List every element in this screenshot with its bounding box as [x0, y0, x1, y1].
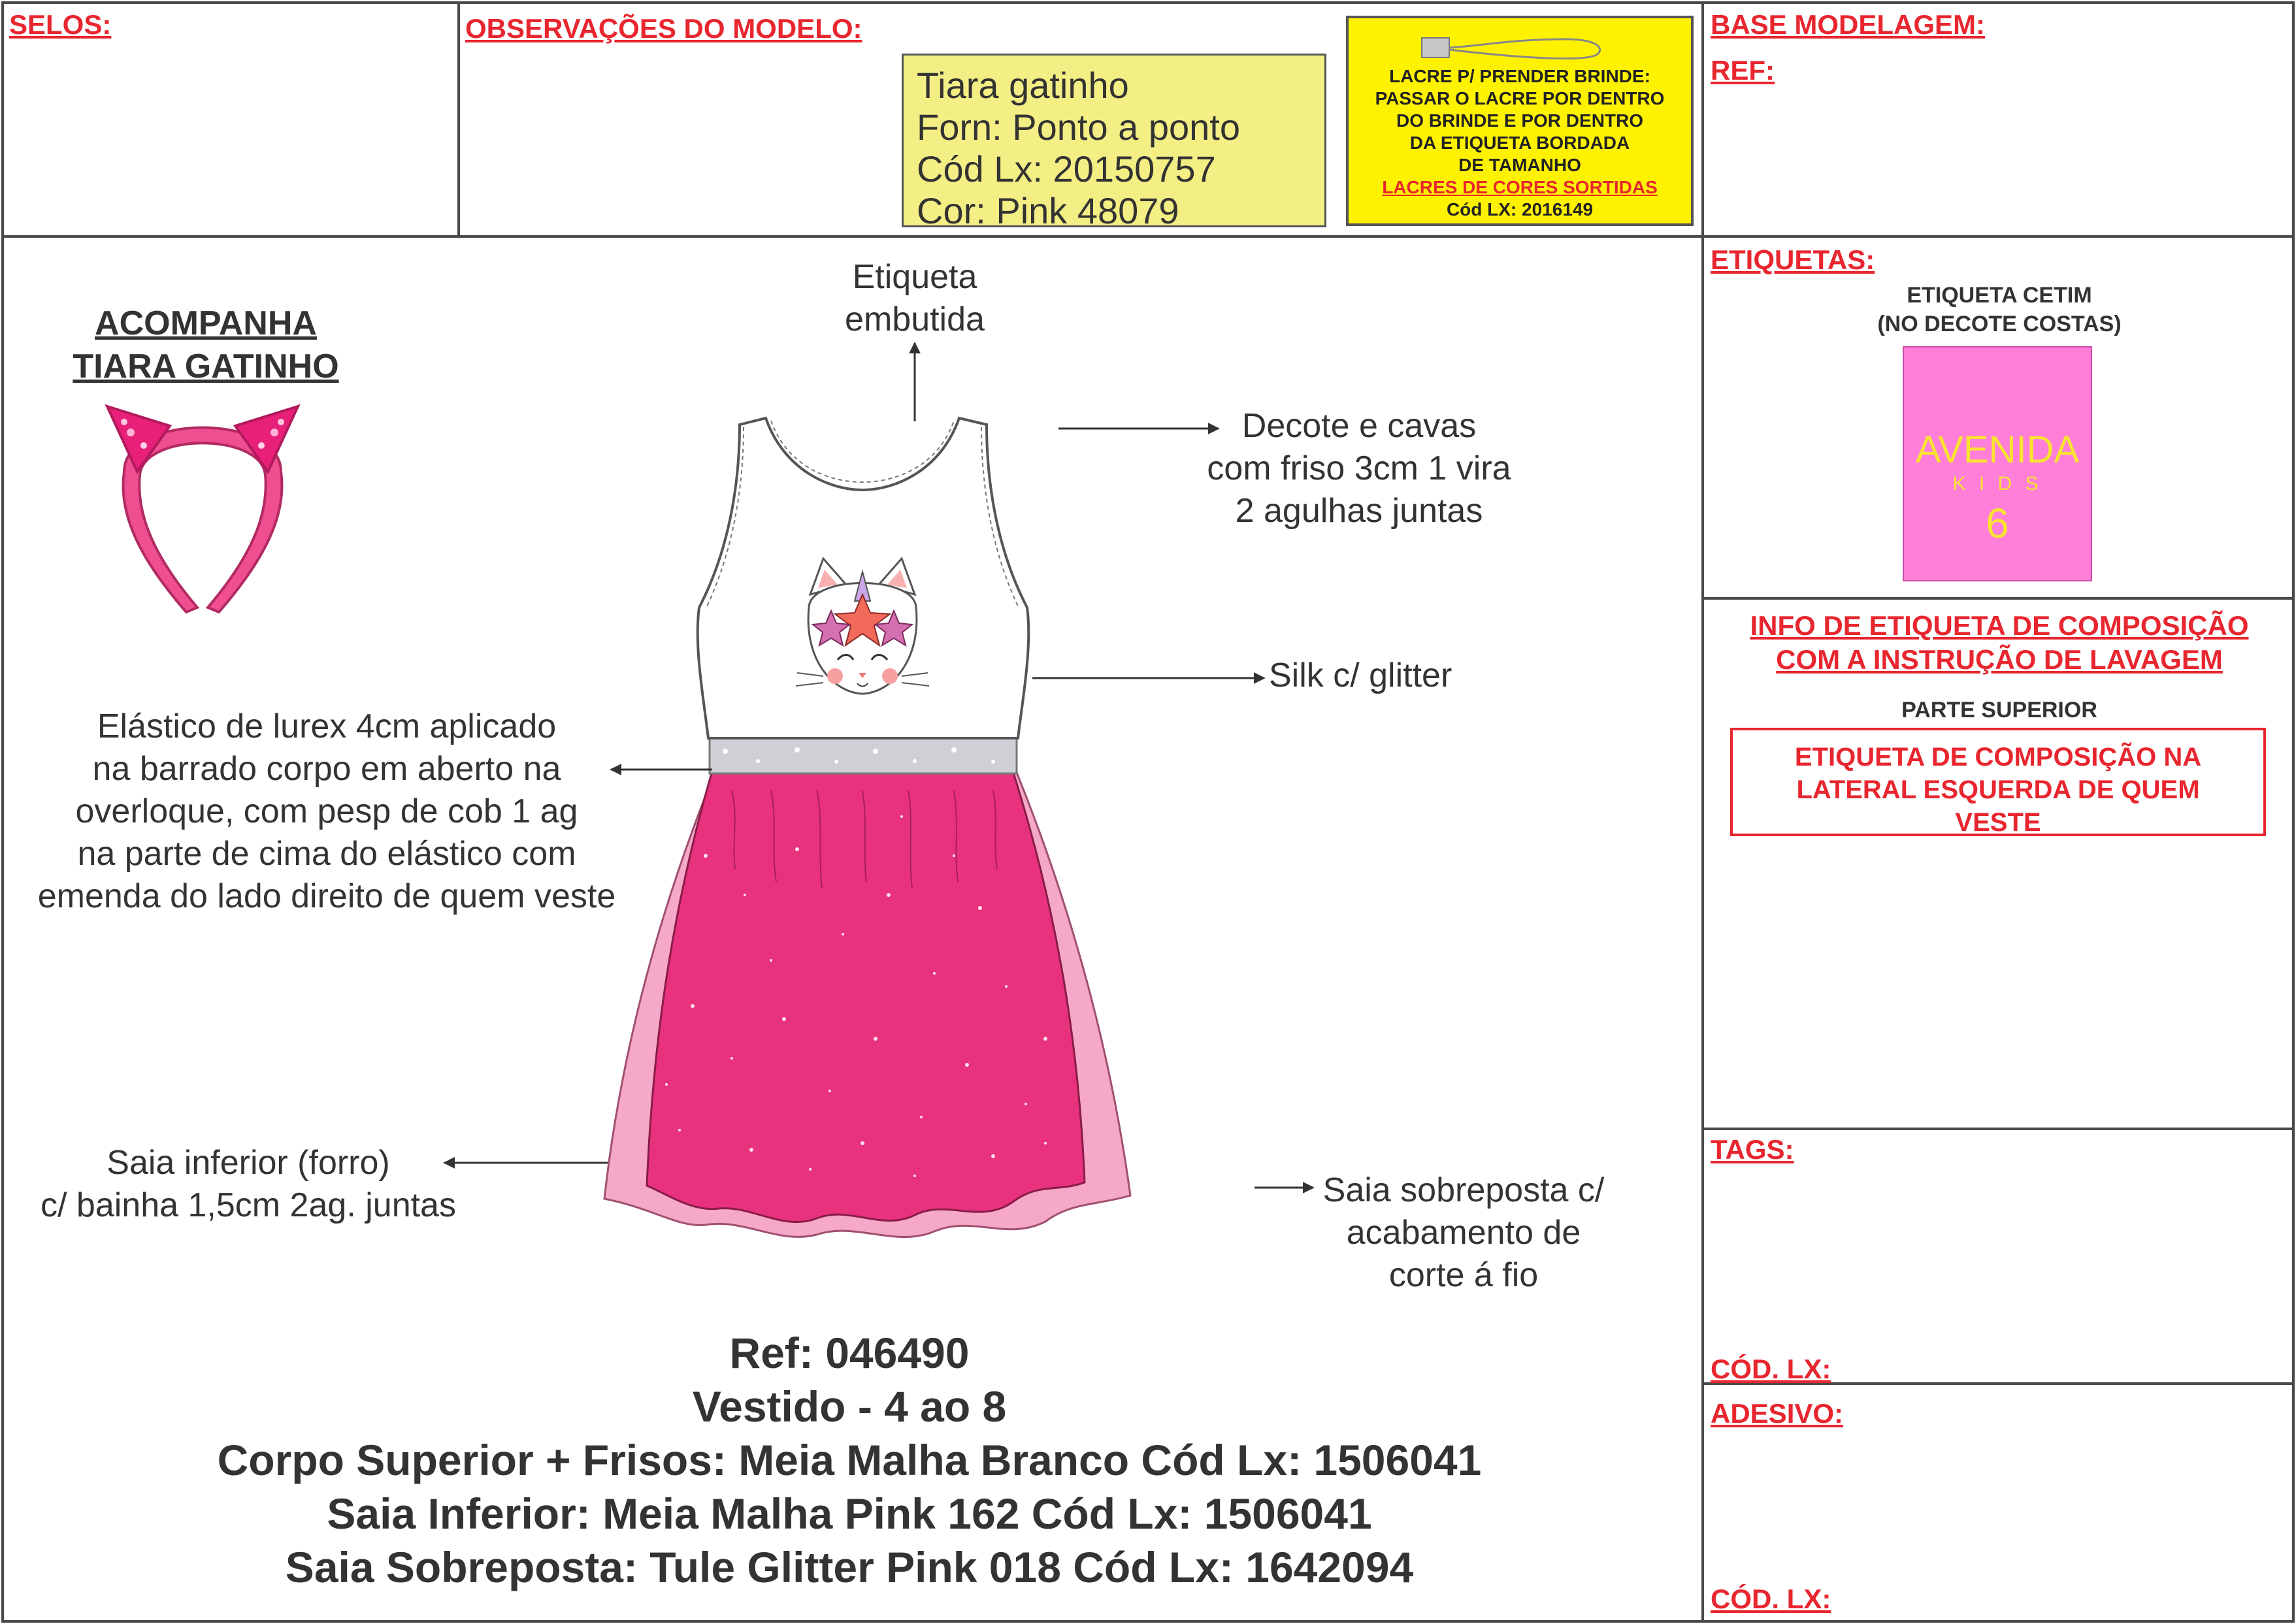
label-brand: AVENIDA — [1915, 429, 2080, 471]
tags-cod-lx-label: CÓD. LX: — [1711, 1354, 1831, 1384]
info-composicao-title — [1705, 609, 2293, 677]
header-divider — [1, 235, 1704, 238]
elastico-line-2: na barrado corpo em aberto na — [92, 750, 561, 788]
tags-label: TAGS: — [1711, 1134, 1794, 1165]
avenida-kids-label — [1903, 346, 2092, 581]
right-panel-divider — [1701, 1, 1704, 1623]
saia-sobreposta-line-1: Saia sobreposta c/ — [1322, 1171, 1605, 1209]
etiquetas-label: ETIQUETAS: — [1711, 244, 1875, 275]
etiqueta-cetim-line-1: ETIQUETA CETIM — [1907, 283, 2092, 308]
elastico-line-3: overloque, com pesp de cob 1 ag — [75, 792, 578, 830]
saia-sobreposta-line-3: corte á fio — [1388, 1256, 1539, 1294]
etiqueta-embutida-line-1: Etiqueta — [852, 258, 977, 296]
selos-label: SELOS: — [9, 9, 112, 40]
composicao-box-line-2: LATERAL ESQUERDA DE QUEM — [1796, 775, 2200, 804]
elastico-line-5: emenda do lado direito de quem veste — [37, 877, 616, 915]
observacoes-label: OBSERVAÇÕES DO MODELO: — [465, 13, 862, 44]
tiara-note-line-1: Tiara gatinho — [917, 65, 1129, 106]
tiara-note-line-3: Cód Lx: 20150757 — [917, 148, 1216, 189]
elastico-text — [0, 706, 653, 918]
saia-sobreposta-line-2: acabamento de — [1346, 1214, 1581, 1252]
decote-text — [1163, 405, 1555, 532]
composicao-box — [1730, 728, 2266, 836]
composicao-box-line-3: VESTE — [1955, 808, 2041, 837]
lacre-line-5: DE TAMANHO — [1458, 155, 1581, 175]
tiara-note — [902, 54, 1326, 231]
right-panel-line-3 — [1701, 1128, 2295, 1130]
info-composicao-line-2: COM A INSTRUÇÃO DE LAVAGEM — [1776, 644, 2223, 675]
etiqueta-cetim-line-2: (NO DECOTE COSTAS) — [1877, 312, 2122, 336]
product-vestido: Vestido - 4 ao 8 — [692, 1382, 1007, 1431]
elastico-line-1: Elástico de lurex 4cm aplicado — [97, 707, 557, 745]
product-ref: Ref: 046490 — [729, 1329, 970, 1377]
etiqueta-cetim-text — [1705, 281, 2293, 338]
right-panel-line-2 — [1701, 597, 2295, 600]
adesivo-cod-lx-label: CÓD. LX: — [1711, 1583, 1831, 1614]
cat-ear-headband-icon — [98, 400, 307, 622]
product-saia-inferior: Saia Inferior: Meia Malha Pink 162 Cód Lx: 1506041 — [327, 1489, 1372, 1538]
info-composicao-line-1: INFO DE ETIQUETA DE COMPOSIÇÃO — [1750, 610, 2249, 641]
lacre-line-3: DO BRINDE E POR DENTRO — [1396, 110, 1644, 131]
saia-sobreposta-text — [1307, 1169, 1620, 1297]
product-saia-sobreposta: Saia Sobreposta: Tule Glitter Pink 018 Cód Lx: 1642094 — [285, 1543, 1414, 1591]
lacre-line-4: DA ETIQUETA BORDADA — [1409, 133, 1630, 153]
accessory-line-2: TIARA GATINHO — [73, 348, 339, 385]
parte-superior-text: PARTE SUPERIOR — [1901, 698, 2097, 723]
saia-inferior-line-1: Saia inferior (forro) — [107, 1144, 390, 1182]
adesivo-label: ADESIVO: — [1711, 1398, 1844, 1429]
lacre-line-1: LACRE P/ PRENDER BRINDE: — [1389, 66, 1650, 86]
decote-line-2: com friso 3cm 1 vira — [1207, 449, 1511, 487]
lacre-note — [1346, 16, 1694, 226]
etiqueta-embutida-line-2: embutida — [845, 300, 985, 338]
saia-inferior-line-2: c/ bainha 1,5cm 2ag. juntas — [41, 1186, 456, 1224]
saia-inferior-text — [26, 1142, 470, 1227]
decote-line-3: 2 agulhas juntas — [1235, 492, 1483, 530]
silk-text: Silk c/ glitter — [1269, 657, 1452, 694]
base-modelagem-label: BASE MODELAGEM: — [1711, 9, 1985, 40]
product-corpo: Corpo Superior + Frisos: Meia Malha Branco Cód Lx: 1506041 — [217, 1436, 1482, 1484]
right-panel-line-1 — [1701, 235, 2295, 238]
lacre-seal-icon — [1422, 26, 1618, 65]
tiara-note-line-4: Cor: Pink 48079 — [917, 190, 1179, 231]
tiara-note-line-2: Forn: Ponto a ponto — [917, 106, 1241, 148]
label-sub: K I D S — [1952, 473, 2042, 495]
elastico-line-4: na parte de cima do elástico com — [77, 835, 576, 873]
etiqueta-embutida-text — [784, 256, 1045, 341]
lacre-line-6: LACRES DE CORES SORTIDAS — [1382, 177, 1658, 197]
product-spec-block — [39, 1326, 1660, 1594]
lacre-line-7: Cód LX: 2016149 — [1446, 199, 1594, 219]
accessory-line-1: ACOMPANHA — [95, 304, 317, 342]
selos-divider — [457, 1, 460, 236]
label-size: 6 — [1986, 500, 2009, 547]
decote-line-1: Decote e cavas — [1241, 407, 1477, 445]
composicao-box-line-1: ETIQUETA DE COMPOSIÇÃO NA — [1794, 743, 2202, 771]
accessory-title — [26, 302, 385, 388]
lacre-line-2: PASSAR O LACRE POR DENTRO — [1375, 88, 1665, 108]
ref-label: REF: — [1711, 55, 1775, 86]
